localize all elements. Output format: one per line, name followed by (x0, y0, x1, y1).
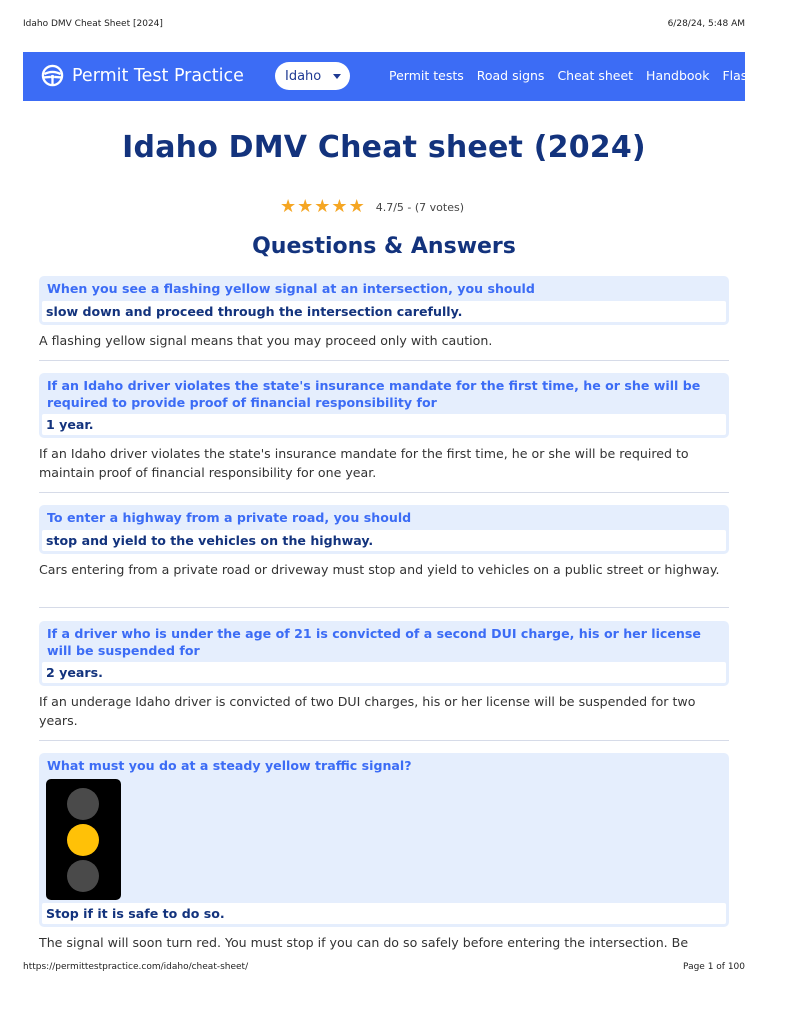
print-footer-url: https://permittestpractice.com/idaho/cheat-sheet/ (23, 962, 249, 972)
nav-link-flash-cards[interactable]: Flash cards (722, 68, 794, 83)
question-text: When you see a flashing yellow signal at an intersection, you should (47, 281, 535, 296)
divider (39, 360, 729, 361)
rating-stars[interactable] (280, 198, 366, 216)
qa-item (39, 753, 729, 952)
question-text: To enter a highway from a private road, you should (47, 510, 412, 525)
print-header-datetime: 6/28/24, 5:48 AM (667, 19, 745, 29)
explanation-text: A flashing yellow signal means that you may proceed only with caution. (39, 332, 493, 348)
star-icon[interactable]: ★ (280, 196, 297, 217)
nav-link-permit-tests[interactable]: Permit tests (389, 68, 464, 83)
question-box (39, 373, 729, 438)
brand-link[interactable] (41, 64, 244, 87)
explanation-text: The signal will soon turn red. You must stop if you can do so safely before entering the intersection. Be (39, 934, 689, 950)
answer-text: 1 year. (42, 414, 726, 435)
print-footer-page: Page 1 of 100 (683, 962, 745, 972)
question-box (39, 753, 729, 927)
star-icon[interactable]: ★ (314, 196, 331, 217)
divider (39, 740, 729, 741)
question-box (39, 505, 729, 554)
caret-down-icon (333, 74, 341, 79)
question-box (39, 276, 729, 325)
section-title: Questions & Answers (252, 234, 516, 259)
brand-name: Permit Test Practice (72, 65, 244, 86)
qa-item (39, 621, 729, 730)
star-icon[interactable]: ★ (348, 196, 365, 217)
answer-text: slow down and proceed through the intersection carefully. (42, 301, 726, 322)
state-select[interactable] (275, 62, 350, 90)
answer-text: 2 years. (42, 662, 726, 683)
print-header-title: Idaho DMV Cheat Sheet [2024] (23, 19, 163, 29)
divider (39, 492, 729, 493)
traffic-light-image (46, 779, 121, 900)
yellow-lamp-on (67, 824, 99, 856)
explanation-text: If an underage Idaho driver is convicted of two DUI charges, his or her license will be suspended for two years. (39, 694, 696, 728)
navbar (23, 52, 794, 101)
nav-link-handbook[interactable]: Handbook (646, 68, 710, 83)
state-select-value: Idaho (285, 68, 322, 84)
star-icon[interactable]: ★ (297, 196, 314, 217)
explanation-text: If an Idaho driver violates the state's insurance mandate for the first time, he or she will be required to maintain proof of financial responsibility for one year. (39, 446, 689, 480)
nav-link-road-signs[interactable]: Road signs (476, 68, 545, 83)
answer-text: Stop if it is safe to do so. (42, 903, 726, 924)
star-icon[interactable]: ★ (331, 196, 348, 217)
question-text: If a driver who is under the age of 21 is convicted of a second DUI charge, his or her license will be suspended for (47, 626, 701, 658)
question-text: If an Idaho driver violates the state's insurance mandate for the first time, he or she will be required to provide proof of financial responsibility for (47, 378, 701, 410)
qa-item (39, 276, 729, 350)
green-lamp-off (67, 860, 99, 892)
answer-text: stop and yield to the vehicles on the highway. (42, 530, 726, 551)
divider (39, 607, 729, 608)
red-lamp-off (67, 788, 99, 820)
question-box (39, 621, 729, 686)
nav-link-cheat-sheet[interactable]: Cheat sheet (557, 68, 634, 83)
page-title: Idaho DMV Cheat sheet (2024) (122, 130, 646, 165)
steering-wheel-icon (41, 64, 64, 87)
nav-links (389, 68, 806, 83)
explanation-text: Cars entering from a private road or driveway must stop and yield to vehicles on a public street or highway. (39, 561, 720, 577)
rating-text: 4.7/5 - (7 votes) (375, 200, 464, 214)
qa-item (39, 505, 729, 579)
rating (280, 198, 464, 216)
qa-item (39, 373, 729, 482)
question-text: What must you do at a steady yellow traffic signal? (47, 758, 412, 773)
print-header (23, 19, 745, 33)
